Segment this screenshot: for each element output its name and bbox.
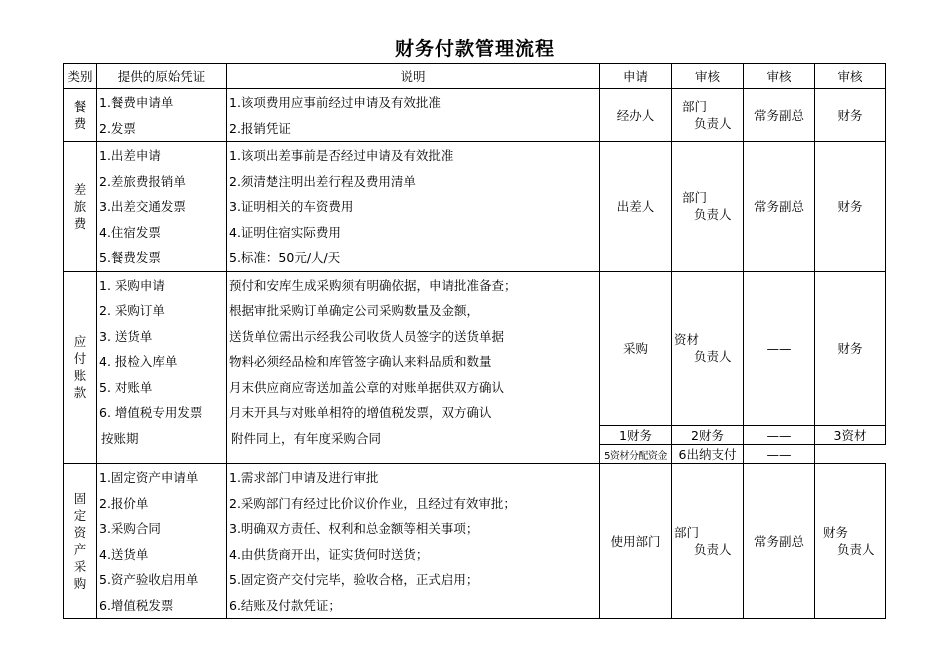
note-item: 2.报销凭证 (229, 120, 291, 136)
voucher-item: 3.出差交通发票 (99, 199, 186, 214)
table-row (64, 271, 886, 426)
voucher-item: 6.增值税发票 (99, 597, 174, 613)
step-cell: 1财务 (600, 426, 672, 445)
header-apply: 申请 (600, 64, 672, 89)
voucher-item: 2. 采购订单 (99, 303, 165, 318)
header-vouchers: 提供的原始凭证 (97, 64, 227, 89)
voucher-cell (97, 426, 227, 464)
header-row (64, 64, 886, 89)
step-cell: 3资材 (815, 426, 886, 445)
header-review-1: 审核 (672, 64, 744, 89)
category-cell: 固 定 资 产 采 购 (64, 464, 97, 619)
review3-cell: 财务 (815, 142, 886, 272)
step-cell: —— (744, 445, 815, 464)
voucher-item: 2.发票 (99, 120, 136, 136)
voucher-item: 1.固定资产申请单 (99, 470, 199, 485)
voucher-item: 6. 增值税专用发票 (99, 405, 203, 420)
note-item: 送货单位需出示经我公司收货人员签字的送货单据 (229, 328, 505, 344)
note-item: 6.结账及付款凭证； (229, 597, 341, 613)
note-item: 3.明确双方责任、权利和总金额等相关事项； (229, 521, 479, 536)
apply-cell: 经办人 (600, 89, 672, 142)
note-item: 月末开具与对账单相符的增值税发票，双方确认 (229, 405, 492, 420)
voucher-item: 4.住宿发票 (99, 224, 161, 240)
voucher-cell (97, 142, 227, 272)
note-cell (227, 89, 600, 142)
table-row (64, 464, 886, 619)
voucher-item: 1.餐费申请单 (99, 95, 174, 110)
voucher-cell (97, 89, 227, 142)
note-cell (227, 464, 600, 619)
voucher-item: 1.出差申请 (99, 148, 161, 163)
note-item: 3.证明相关的车资费用 (229, 199, 354, 214)
header-review-3: 审核 (815, 64, 886, 89)
note-cell (227, 142, 600, 272)
category-cell: 应 付 账 款 (64, 271, 97, 464)
payment-process-table (63, 63, 886, 619)
review1-cell: 部门 负责人 (672, 142, 744, 272)
note-item: 预付和安库生成采购须有明确依据，申请批准备查； (229, 277, 517, 293)
note-item: 1.该项费用应事前经过申请及有效批准 (229, 95, 441, 110)
note-item: 2.须清楚注明出差行程及费用清单 (229, 173, 416, 189)
step-cell: 6出纳支付 (672, 445, 744, 464)
note-item: 4.由供货商开出，证实货何时送货； (229, 546, 429, 562)
review2-cell: 常务副总 (744, 464, 815, 619)
table-row (64, 426, 886, 445)
voucher-item: 4.送货单 (99, 546, 149, 562)
voucher-item: 2.差旅费报销单 (99, 173, 186, 189)
step-cell: 2财务 (672, 426, 744, 445)
review1-cell: 部门 负责人 (672, 89, 744, 142)
note-item: 5.标准：50元/人/天 (229, 250, 341, 265)
voucher-item: 5.餐费发票 (99, 250, 161, 265)
note-item: 1.需求部门申请及进行审批 (229, 470, 379, 485)
review2-cell: 常务副总 (744, 142, 815, 272)
voucher-item: 3. 送货单 (99, 328, 153, 344)
review3-cell: 财务 负责人 (815, 464, 886, 619)
page-title: 财务付款管理流程 (394, 38, 555, 60)
note-item: 根据审批采购订单确定公司采购数量及金额， (229, 303, 480, 318)
note-cell (227, 426, 600, 464)
note-item: 附件同上，有年度采购合同 (231, 430, 382, 446)
voucher-cell (97, 271, 227, 426)
review2-cell: —— (744, 271, 815, 426)
apply-cell: 出差人 (600, 142, 672, 272)
category-cell: 差 旅 费 (64, 142, 97, 272)
apply-cell: 采购 (600, 271, 672, 426)
voucher-item: 按账期 (101, 430, 139, 446)
note-item: 5.固定资产交付完毕，验收合格，正式启用； (229, 572, 479, 587)
step-cell: 5资材分配资金 (600, 445, 672, 464)
note-item: 物料必须经品检和库管签字确认来料品质和数量 (229, 354, 492, 369)
category-cell: 餐 费 (64, 89, 97, 142)
note-cell (227, 271, 600, 426)
apply-cell: 使用部门 (600, 464, 672, 619)
header-review-2: 审核 (744, 64, 815, 89)
voucher-cell (97, 464, 227, 619)
note-item: 月末供应商应寄送加盖公章的对账单据供双方确认 (229, 379, 505, 395)
voucher-item: 1. 采购申请 (99, 277, 165, 293)
header-category: 类别 (64, 64, 97, 89)
review3-cell: 财务 (815, 89, 886, 142)
voucher-item: 5. 对账单 (99, 379, 153, 395)
note-item: 2.采购部门有经过比价议价作业，且经过有效审批； (229, 495, 516, 511)
table-row (64, 89, 886, 142)
note-item: 4.证明住宿实际费用 (229, 224, 341, 240)
voucher-item: 2.报价单 (99, 495, 149, 511)
empty-cell (815, 445, 886, 464)
review1-cell: 资材 负责人 (672, 271, 744, 426)
table-row (64, 142, 886, 272)
voucher-item: 5.资产验收启用单 (99, 572, 199, 587)
note-item: 1.该项出差事前是否经过申请及有效批准 (229, 148, 454, 163)
review3-cell: 财务 (815, 271, 886, 426)
voucher-item: 3.采购合同 (99, 521, 161, 536)
header-notes: 说明 (227, 64, 600, 89)
step-cell: —— (744, 426, 815, 445)
voucher-item: 4. 报检入库单 (99, 354, 178, 369)
review1-cell: 部门 负责人 (672, 464, 744, 619)
review2-cell: 常务副总 (744, 89, 815, 142)
